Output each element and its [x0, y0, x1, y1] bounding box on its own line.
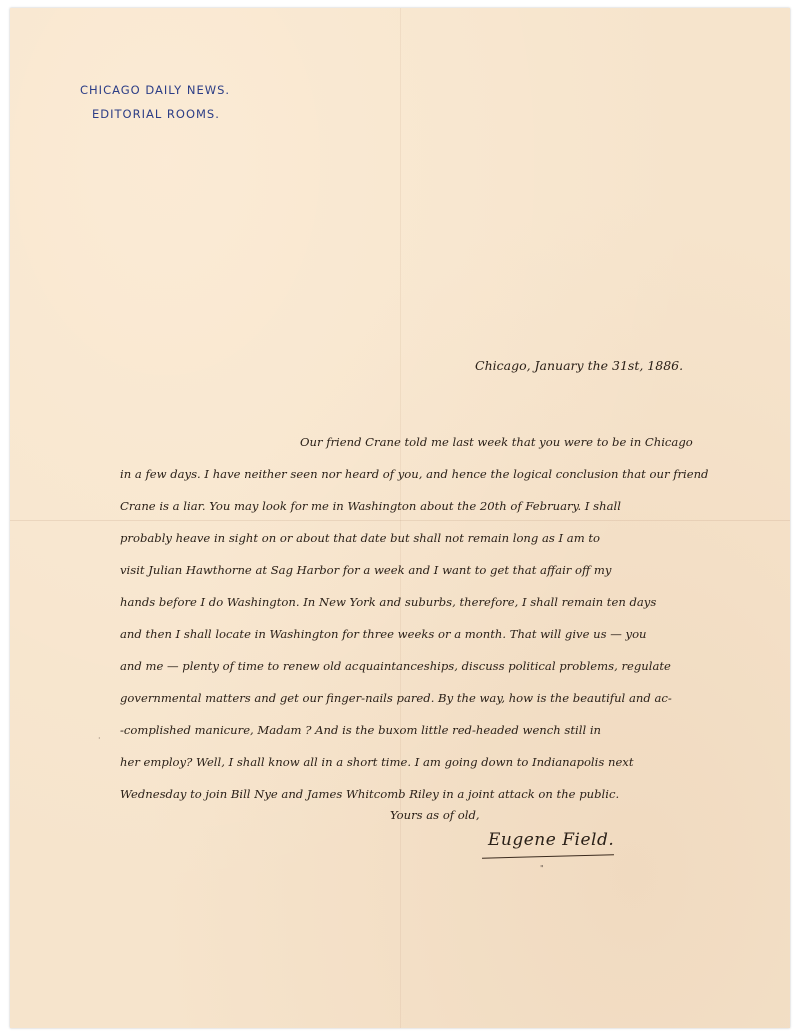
closing: Yours as of old,	[390, 808, 480, 822]
letterhead-line-1: CHICAGO DAILY NEWS.	[80, 83, 231, 97]
body-line-2: in a few days. I have neither seen nor heard of you, and hence the logical conclusion that our friend	[120, 467, 709, 481]
ink-mark: "	[540, 864, 544, 873]
body-line-4: probably heave in sight on or about that date but shall not remain long as I am to	[120, 531, 601, 545]
signature-underline	[482, 854, 614, 858]
body-line-1: Our friend Crane told me last week that you were to be in Chicago	[300, 435, 693, 449]
letterhead	[80, 78, 230, 126]
body-line-5: visit Julian Hawthorne at Sag Harbor for a week and I want to get that affair off my	[120, 563, 612, 577]
body-line-7: and then I shall locate in Washington for three weeks or a month. That will give us — you	[120, 627, 647, 641]
body-line-10: -complished manicure, Madam ? And is the buxom little red-headed wench still in	[120, 723, 602, 737]
body-line-12: Wednesday to join Bill Nye and James Whitcomb Riley in a joint attack on the public.	[120, 787, 620, 801]
letter-page	[10, 8, 790, 1028]
body-line-6: hands before I do Washington. In New York and suburbs, therefore, I shall remain ten days	[120, 595, 657, 609]
body-line-11: her employ? Well, I shall know all in a short time. I am going down to Indianapolis next	[120, 755, 634, 769]
body-line-8: and me — plenty of time to renew old acquaintanceships, discuss political problems, regulate	[120, 659, 671, 673]
ink-dot: ·	[98, 734, 101, 743]
letterhead-line-2: EDITORIAL ROOMS.	[92, 107, 220, 121]
signature: Eugene Field.	[488, 830, 615, 850]
body-line-9: governmental matters and get our finger-nails pared. By the way, how is the beautiful and ac-	[120, 691, 672, 705]
paper-fold-vertical	[400, 8, 401, 1028]
body-line-3: Crane is a liar. You may look for me in Washington about the 20th of February. I shall	[120, 499, 621, 513]
dateline: Chicago, January the 31st, 1886.	[475, 358, 684, 373]
